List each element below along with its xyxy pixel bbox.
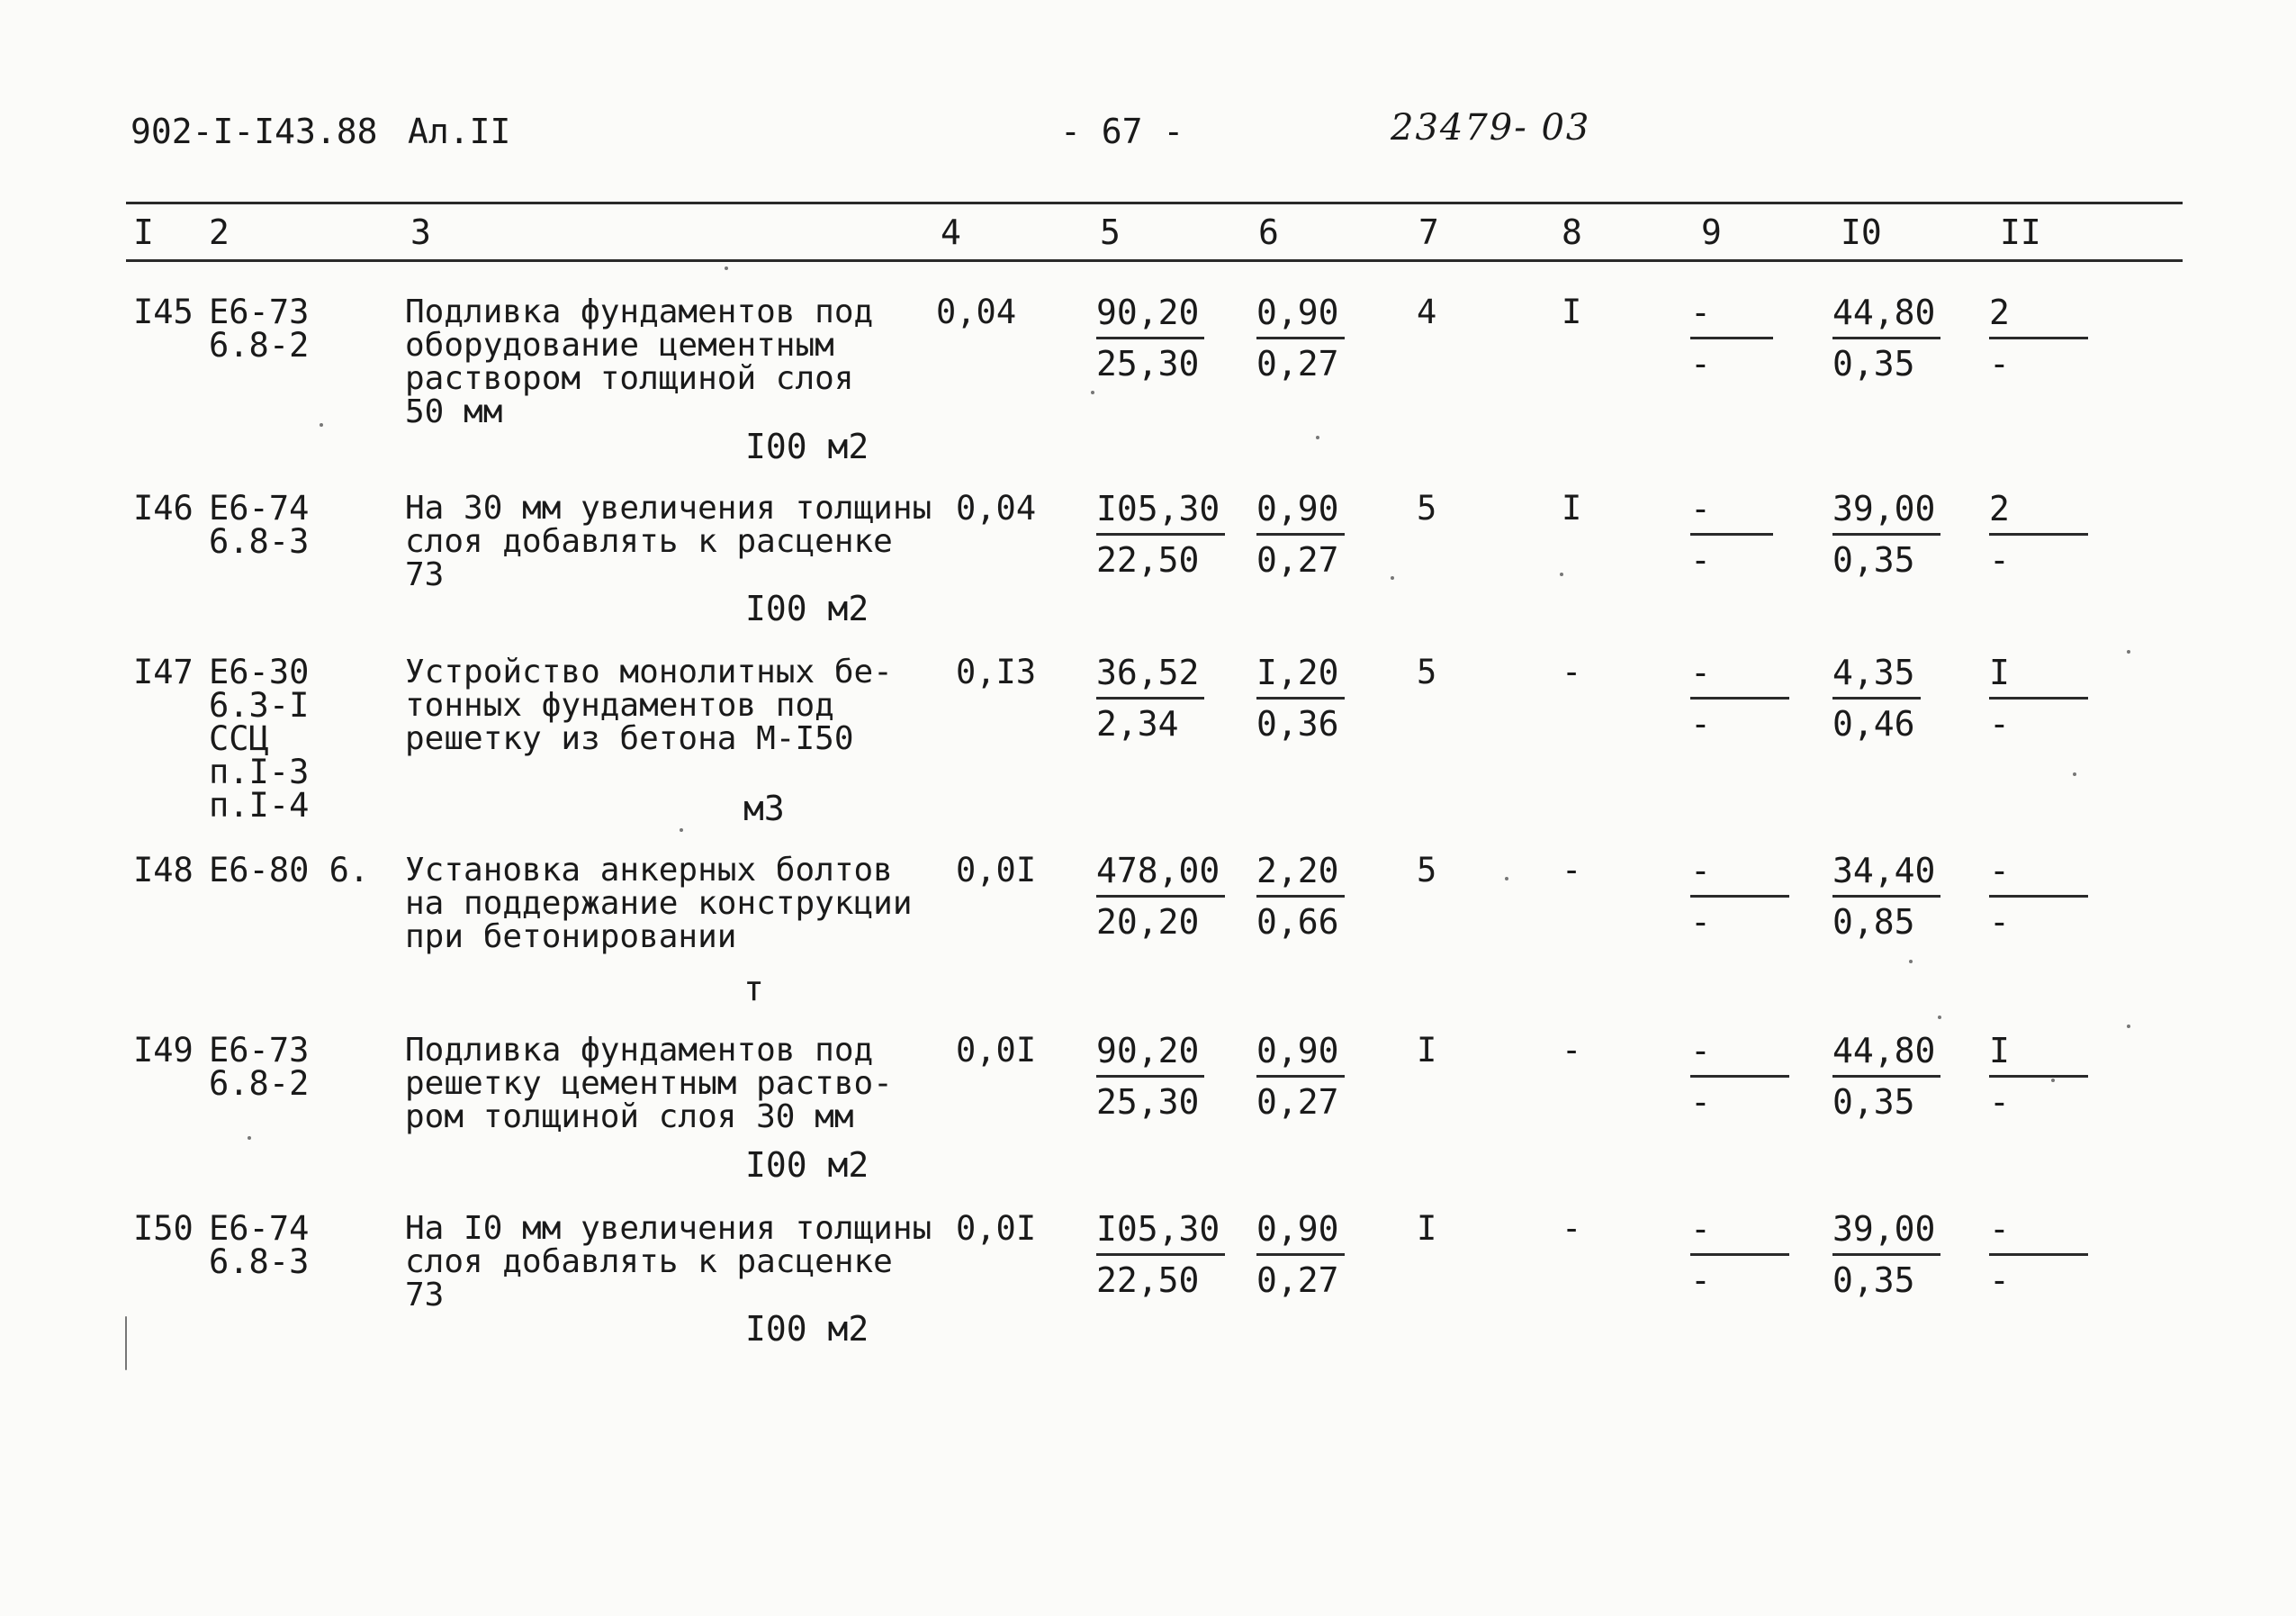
column-5-bottom: 25,30 [1096,344,1200,384]
column-10-values [1832,484,1940,584]
column-6-bottom: 0,27 [1256,344,1339,384]
column-9-bottom: - [1690,344,1711,384]
measure-unit: т [743,969,764,1008]
row-number: I47 [133,653,194,691]
measure-unit: м3 [743,789,785,828]
rate-code: Е6-73 6.8-2 [209,1031,310,1103]
column-9-top: - [1690,648,1789,700]
column-10-bottom: 0,85 [1832,902,1915,942]
measure-unit: I00 м2 [745,589,869,628]
column-11-values [1989,1205,2088,1305]
column-5-values [1096,288,1204,388]
column-7-value: I [1417,1031,1437,1070]
column-11-bottom: - [1989,344,2010,384]
column-11-top: - [1989,846,2088,898]
column-8-value: - [1562,851,1582,889]
column-10-bottom: 0,35 [1832,344,1915,384]
column-10-values [1832,288,1940,388]
work-description: Установка анкерных болтов на поддержание конструкции при бетонировании [405,852,913,955]
column-number-5: 5 [1100,212,1121,252]
work-description: На 30 мм увеличения толщины слоя добавлять к расценке 73 [405,490,932,593]
column-10-top: 4,35 [1832,648,1921,700]
measure-unit: I00 м2 [745,1309,869,1349]
scan-speck [680,828,683,832]
column-5-top: 90,20 [1096,1026,1204,1078]
column-7-value: 5 [1417,851,1437,889]
column-10-values [1832,1026,1940,1126]
column-6-bottom: 0,27 [1256,1260,1339,1300]
album-number: Ал.II [408,112,511,151]
column-5-bottom: 22,50 [1096,1260,1200,1300]
scan-speck [1091,391,1094,394]
table-top-rule [126,202,2183,204]
work-description: На I0 мм увеличения толщины слоя добавлять к расценке 73 [405,1210,932,1314]
scan-speck [320,423,323,427]
scan-speck [125,1316,127,1370]
column-9-values [1690,484,1773,584]
column-6-values [1256,1205,1345,1305]
column-9-values [1690,1026,1789,1126]
column-number-3: 3 [410,212,431,252]
column-10-top: 34,40 [1832,846,1940,898]
column-11-bottom: - [1989,902,2010,942]
column-5-top: I05,30 [1096,1205,1225,1256]
column-8-value: I [1562,293,1582,331]
column-6-top: 0,90 [1256,1026,1345,1078]
column-5-values [1096,648,1204,748]
column-10-values [1832,1205,1940,1305]
column-9-top: - [1690,288,1773,339]
column-5-values [1096,846,1225,946]
column-7-value: 4 [1417,293,1437,331]
column-11-bottom: - [1989,704,2010,744]
column-number-4: 4 [941,212,961,252]
column-8-value: - [1562,653,1582,691]
column-5-values [1096,1026,1204,1126]
quantity: 0,0I [956,1031,1037,1070]
column-6-bottom: 0,27 [1256,1082,1339,1122]
column-6-top: 0,90 [1256,484,1345,536]
scan-speck [1316,436,1319,439]
column-5-bottom: 22,50 [1096,540,1200,580]
column-5-top: 90,20 [1096,288,1204,339]
column-6-bottom: 0,36 [1256,704,1339,744]
measure-unit: I00 м2 [745,427,869,466]
column-number-2: 2 [209,212,230,252]
rate-code: Е6-73 6.8-2 [209,293,310,365]
scan-speck [1560,573,1563,576]
column-11-values [1989,648,2088,748]
scan-speck [2073,772,2076,776]
page-number: - 67 - [1060,112,1184,151]
column-8-value: I [1562,489,1582,528]
column-11-top: 2 [1989,484,2088,536]
column-7-value: 5 [1417,653,1437,691]
row-number: I48 [133,851,194,889]
column-6-bottom: 0,27 [1256,540,1339,580]
row-number: I45 [133,293,194,331]
scan-speck [1938,1016,1941,1019]
quantity: 0,0I [956,851,1037,889]
column-10-bottom: 0,46 [1832,704,1915,744]
scan-speck [248,1136,251,1140]
column-6-top: 2,20 [1256,846,1345,898]
column-number-6: 6 [1258,212,1279,252]
column-11-top: I [1989,648,2088,700]
column-11-values [1989,484,2088,584]
column-10-top: 44,80 [1832,288,1940,339]
column-10-top: 39,00 [1832,484,1940,536]
column-11-values [1989,846,2088,946]
column-8-value: - [1562,1209,1582,1248]
column-9-bottom: - [1690,540,1711,580]
column-5-top: I05,30 [1096,484,1225,536]
column-11-bottom: - [1989,540,2010,580]
column-6-values [1256,484,1345,584]
work-description: Подливка фундаментов под решетку цементным раство- ром толщиной слоя 30 мм [405,1032,893,1135]
column-5-top: 478,00 [1096,846,1225,898]
scan-speck [1505,877,1508,880]
column-5-values [1096,484,1225,584]
column-6-top: 0,90 [1256,1205,1345,1256]
rate-code: Е6-74 6.8-3 [209,489,310,561]
column-5-bottom: 25,30 [1096,1082,1200,1122]
column-6-values [1256,846,1345,946]
quantity: 0,0I [956,1209,1037,1248]
column-10-values [1832,846,1940,946]
column-8-value: - [1562,1031,1582,1070]
column-10-values [1832,648,1921,748]
column-11-bottom: - [1989,1082,2010,1122]
table-header-rule [126,259,2183,262]
scan-speck [1909,960,1913,963]
column-5-values [1096,1205,1225,1305]
column-10-top: 39,00 [1832,1205,1940,1256]
quantity: 0,04 [956,489,1037,528]
column-11-top: 2 [1989,288,2088,339]
scan-speck [725,266,728,270]
column-5-bottom: 20,20 [1096,902,1200,942]
work-description: Устройство монолитных бе- тонных фундаментов под решетку из бетона М-I50 [405,654,893,757]
column-9-bottom: - [1690,1260,1711,1300]
column-6-bottom: 0,66 [1256,902,1339,942]
column-9-values [1690,1205,1789,1305]
column-9-bottom: - [1690,704,1711,744]
column-9-top: - [1690,1026,1789,1078]
rate-code: Е6-80 6. [209,851,370,889]
column-11-values [1989,288,2088,388]
column-10-bottom: 0,35 [1832,1260,1915,1300]
row-number: I46 [133,489,194,528]
column-number-10: I0 [1841,212,1882,252]
scan-speck [2051,1079,2055,1082]
column-9-values [1690,288,1773,388]
column-9-bottom: - [1690,1082,1711,1122]
column-number-9: 9 [1701,212,1722,252]
column-9-values [1690,846,1789,946]
column-number-1: I [133,212,154,252]
column-6-values [1256,648,1345,748]
column-11-top: I [1989,1026,2088,1078]
column-9-top: - [1690,846,1789,898]
column-9-top: - [1690,1205,1789,1256]
scan-speck [1391,576,1394,580]
column-6-values [1256,288,1345,388]
rate-code: Е6-30 6.3-I ССЦ п.I-3 п.I-4 [209,653,310,825]
column-5-top: 36,52 [1096,648,1204,700]
column-10-top: 44,80 [1832,1026,1940,1078]
column-10-bottom: 0,35 [1832,1082,1915,1122]
measure-unit: I00 м2 [745,1145,869,1185]
column-7-value: 5 [1417,489,1437,528]
column-number-8: 8 [1562,212,1582,252]
column-6-values [1256,1026,1345,1126]
quantity: 0,I3 [956,653,1037,691]
handwritten-inventory-number: 23479- 03 [1391,107,1591,149]
column-5-bottom: 2,34 [1096,704,1179,744]
column-6-top: I,20 [1256,648,1345,700]
work-description: Подливка фундаментов под оборудование цементным раствором толщиной слоя 50 мм [405,293,874,430]
rate-code: Е6-74 6.8-3 [209,1209,310,1281]
row-number: I50 [133,1209,194,1248]
column-9-values [1690,648,1789,748]
quantity: 0,04 [936,293,1017,331]
column-11-bottom: - [1989,1260,2010,1300]
document-code: 902-I-I43.88 [131,112,378,151]
scan-speck [2127,1025,2130,1028]
column-number-11: II [2000,212,2041,252]
column-9-bottom: - [1690,902,1711,942]
column-11-values [1989,1026,2088,1126]
column-number-7: 7 [1418,212,1439,252]
column-11-top: - [1989,1205,2088,1256]
column-7-value: I [1417,1209,1437,1248]
column-6-top: 0,90 [1256,288,1345,339]
column-10-bottom: 0,35 [1832,540,1915,580]
scan-speck [2127,650,2130,654]
row-number: I49 [133,1031,194,1070]
column-9-top: - [1690,484,1773,536]
